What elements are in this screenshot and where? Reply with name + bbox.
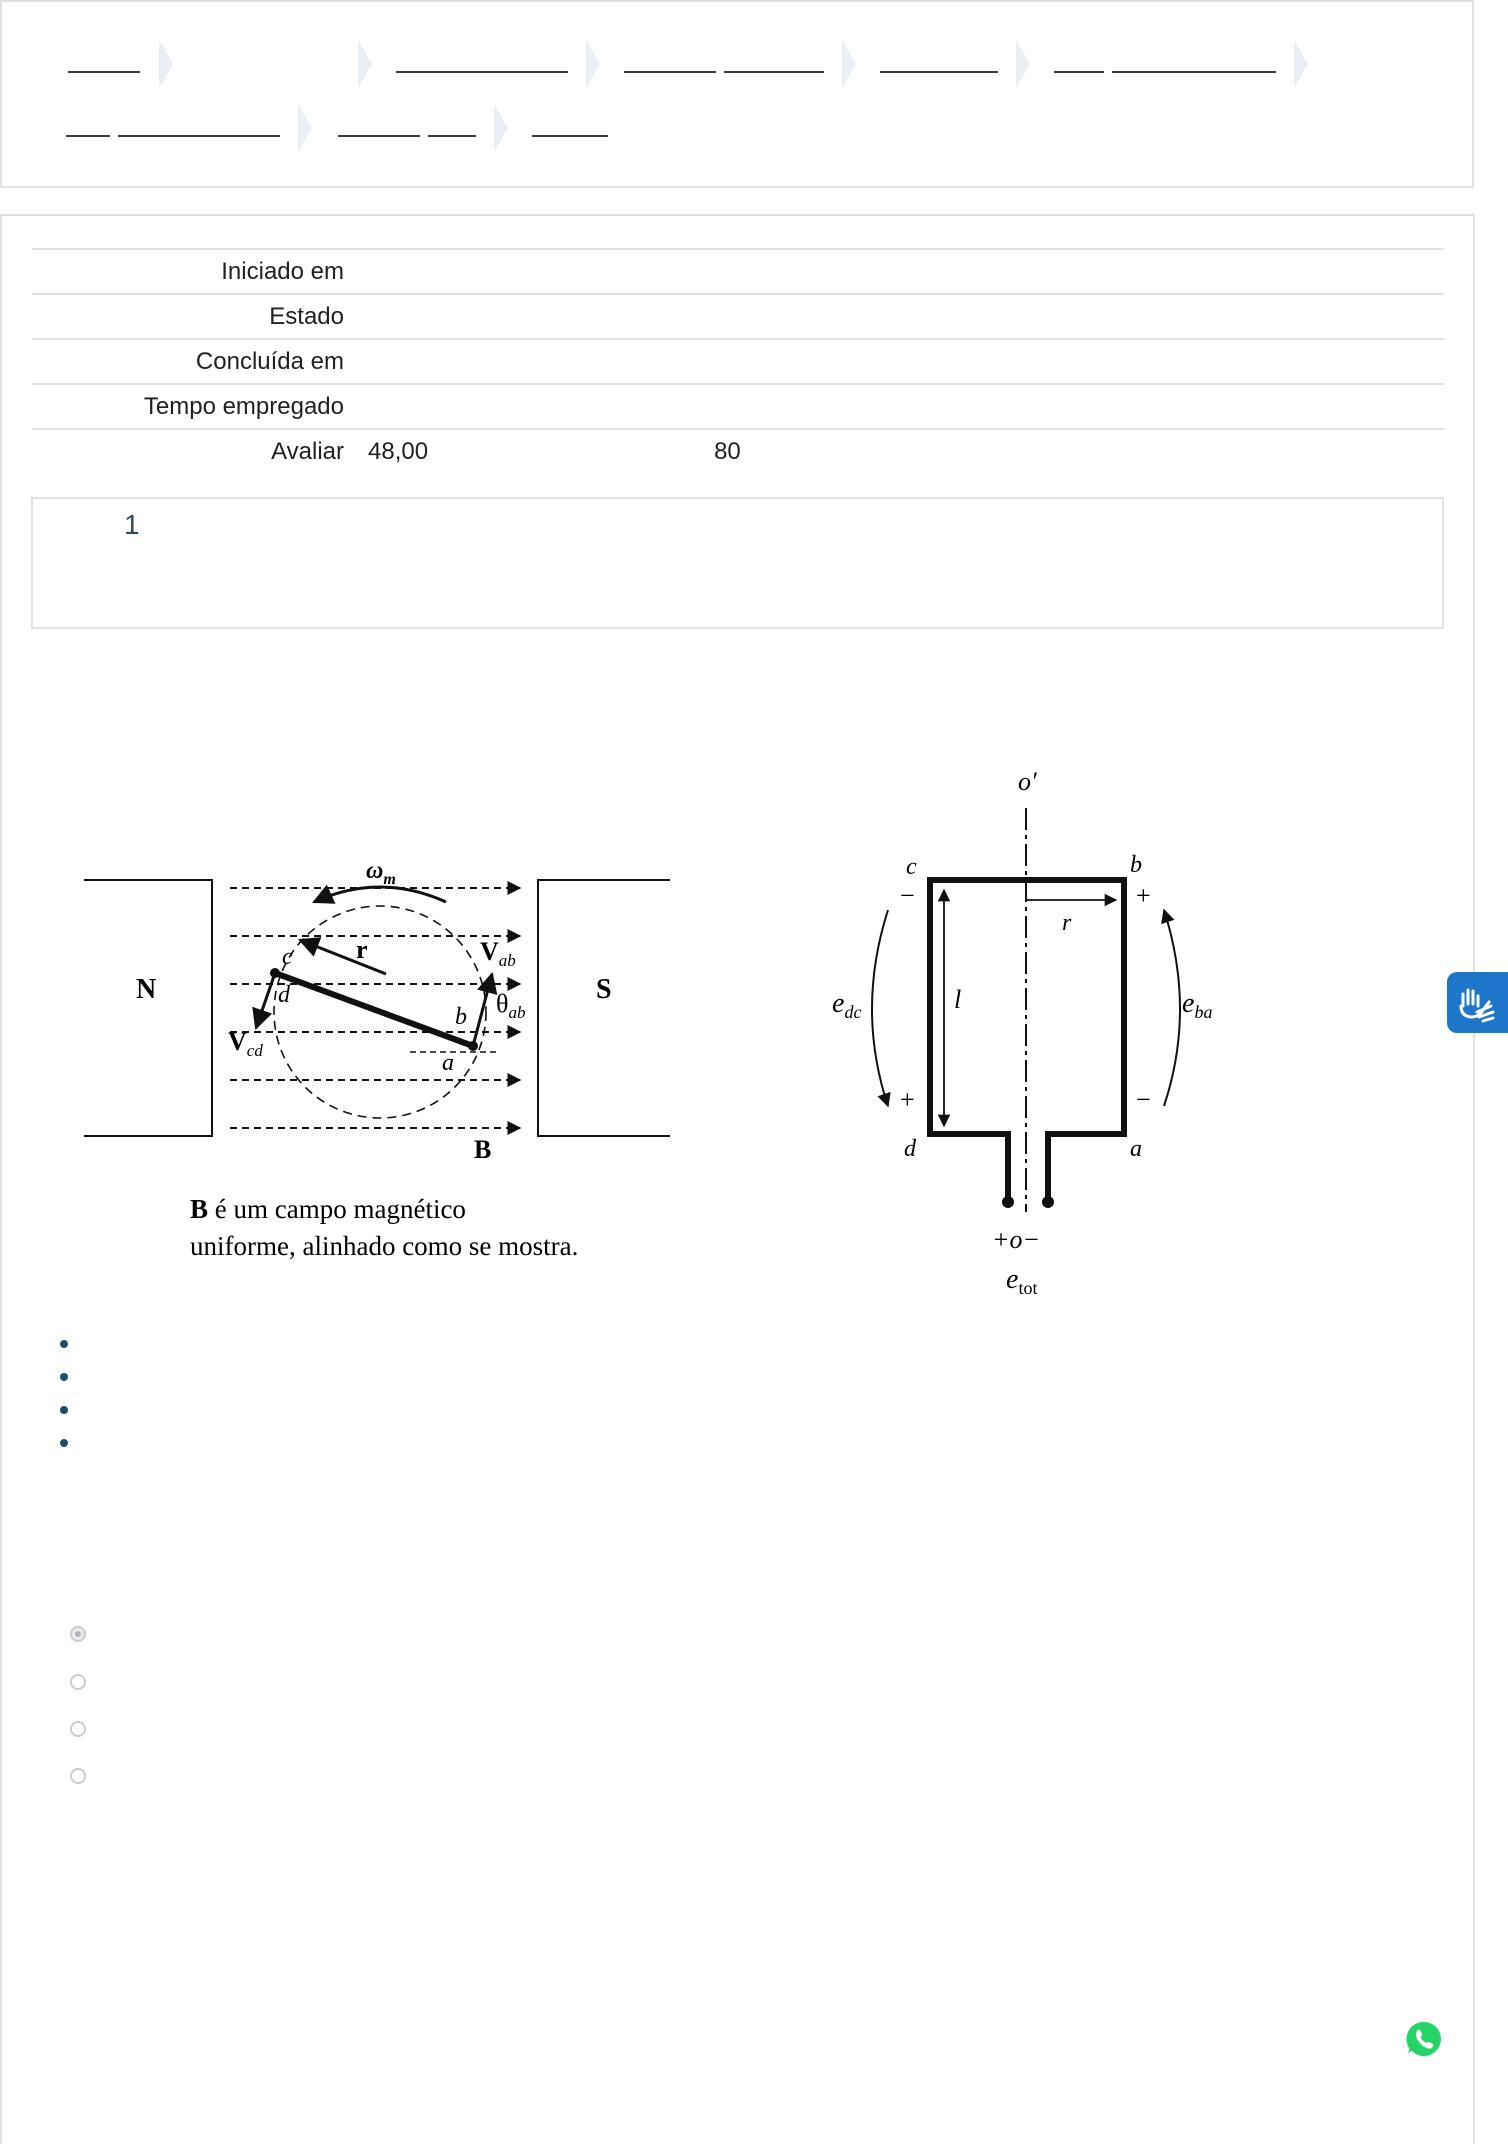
omega-label: $\omega_m$ <box>366 858 396 888</box>
breadcrumb-link-5[interactable] <box>1054 42 1276 72</box>
corner-a-label: a <box>1130 1136 1142 1162</box>
breadcrumb-separator-icon <box>494 104 508 152</box>
summary-value <box>344 249 1444 294</box>
figure-caption-line-2: uniforme, alinhado como se mostra. <box>190 1231 579 1261</box>
bullet-list <box>60 1328 460 1460</box>
summary-row-time-taken <box>32 384 1444 429</box>
summary-row-started <box>32 249 1444 294</box>
grade-out-of: 80 <box>714 438 741 465</box>
summary-row-grade <box>32 429 1444 473</box>
velocity-ab-label: $V_{ab}$ <box>480 937 516 970</box>
point-d-label: d <box>278 982 290 1008</box>
breadcrumb <box>0 0 1474 188</box>
summary-row-state <box>32 294 1444 339</box>
breadcrumb-separator-icon <box>358 40 372 88</box>
summary-label: Concluída em <box>195 348 344 375</box>
radius-label: r <box>356 935 368 964</box>
breadcrumb-link-3[interactable] <box>624 42 824 72</box>
question-figure <box>60 760 1240 1320</box>
summary-value <box>344 294 1444 339</box>
accessibility-button[interactable] <box>1447 972 1508 1033</box>
whatsapp-button[interactable] <box>1403 2018 1445 2060</box>
emf-ba-label: $e_{ba}$ <box>1182 988 1213 1022</box>
field-b-label: B <box>474 1135 492 1164</box>
grade-value: 48,00 <box>368 438 429 465</box>
summary-value <box>344 384 1444 429</box>
velocity-cd-label: $V_{cd}$ <box>228 1027 263 1060</box>
list-item <box>60 1361 460 1394</box>
breadcrumb-link-1[interactable] <box>68 42 140 72</box>
breadcrumb-link-4[interactable] <box>880 42 998 72</box>
answer-option-b[interactable] <box>70 1674 470 1704</box>
breadcrumb-link-8[interactable] <box>532 106 608 136</box>
breadcrumb-link-7[interactable] <box>338 106 476 136</box>
breadcrumb-separator-icon <box>1016 40 1030 88</box>
summary-label: Tempo empregado <box>143 393 344 420</box>
question-info-box <box>31 497 1444 629</box>
figure-caption-line-1: B é um campo magnético <box>190 1194 466 1224</box>
answer-option-d[interactable] <box>70 1768 470 1798</box>
theta-label: $\theta_{ab}$ <box>496 989 526 1022</box>
north-pole-label: N <box>136 974 157 1005</box>
breadcrumb-separator-icon <box>586 40 600 88</box>
corner-d-label: d <box>904 1136 916 1162</box>
corner-c-label: c <box>906 854 917 880</box>
point-c-label: c <box>282 944 293 970</box>
answer-radio-c[interactable] <box>70 1721 86 1737</box>
answer-radio-b[interactable] <box>70 1674 86 1690</box>
breadcrumb-link-6[interactable] <box>66 106 280 136</box>
breadcrumb-separator-icon <box>159 40 173 88</box>
point-b-label: b <box>455 1004 467 1030</box>
coil-diagram <box>832 767 1212 1298</box>
breadcrumb-separator-icon <box>1294 40 1308 88</box>
breadcrumb-separator-icon <box>298 104 312 152</box>
list-item <box>60 1427 460 1460</box>
minus-sign-c: − <box>900 881 915 910</box>
summary-label: Iniciado em <box>221 258 344 285</box>
point-a-label: a <box>442 1050 454 1076</box>
hand-sign-icon <box>1447 972 1508 1033</box>
south-pole-label: S <box>596 974 612 1005</box>
emf-total-label: $e_{tot}$ <box>1006 1264 1038 1298</box>
corner-b-label: b <box>1130 852 1142 878</box>
answer-option-a[interactable] <box>70 1626 470 1656</box>
coil-radius-label: r <box>1062 910 1072 936</box>
summary-label: Estado <box>269 303 344 330</box>
plus-sign-b: + <box>1136 881 1151 910</box>
summary-value <box>344 339 1444 384</box>
emf-dc-label: $e_{dc}$ <box>832 988 862 1022</box>
summary-label: Avaliar <box>271 438 344 465</box>
list-item <box>60 1394 460 1427</box>
summary-row-completed <box>32 339 1444 384</box>
list-item <box>60 1328 460 1361</box>
plus-sign-d: + <box>900 1085 915 1114</box>
coil-length-label: l <box>954 985 962 1014</box>
breadcrumb-separator-icon <box>842 40 856 88</box>
whatsapp-icon <box>1403 2018 1445 2060</box>
breadcrumb-link-2[interactable] <box>396 42 568 72</box>
answer-option-c[interactable] <box>70 1721 470 1751</box>
minus-sign-a: − <box>1136 1085 1151 1114</box>
terminal-label: +o− <box>992 1225 1041 1254</box>
summary-value <box>344 429 1444 473</box>
axis-label: o′ <box>1018 767 1037 796</box>
generator-diagram <box>84 858 670 1261</box>
answer-radio-a[interactable] <box>70 1626 86 1642</box>
question-number: 1 <box>124 509 140 540</box>
attempt-summary-table <box>32 248 1444 473</box>
answer-radio-d[interactable] <box>70 1768 86 1784</box>
